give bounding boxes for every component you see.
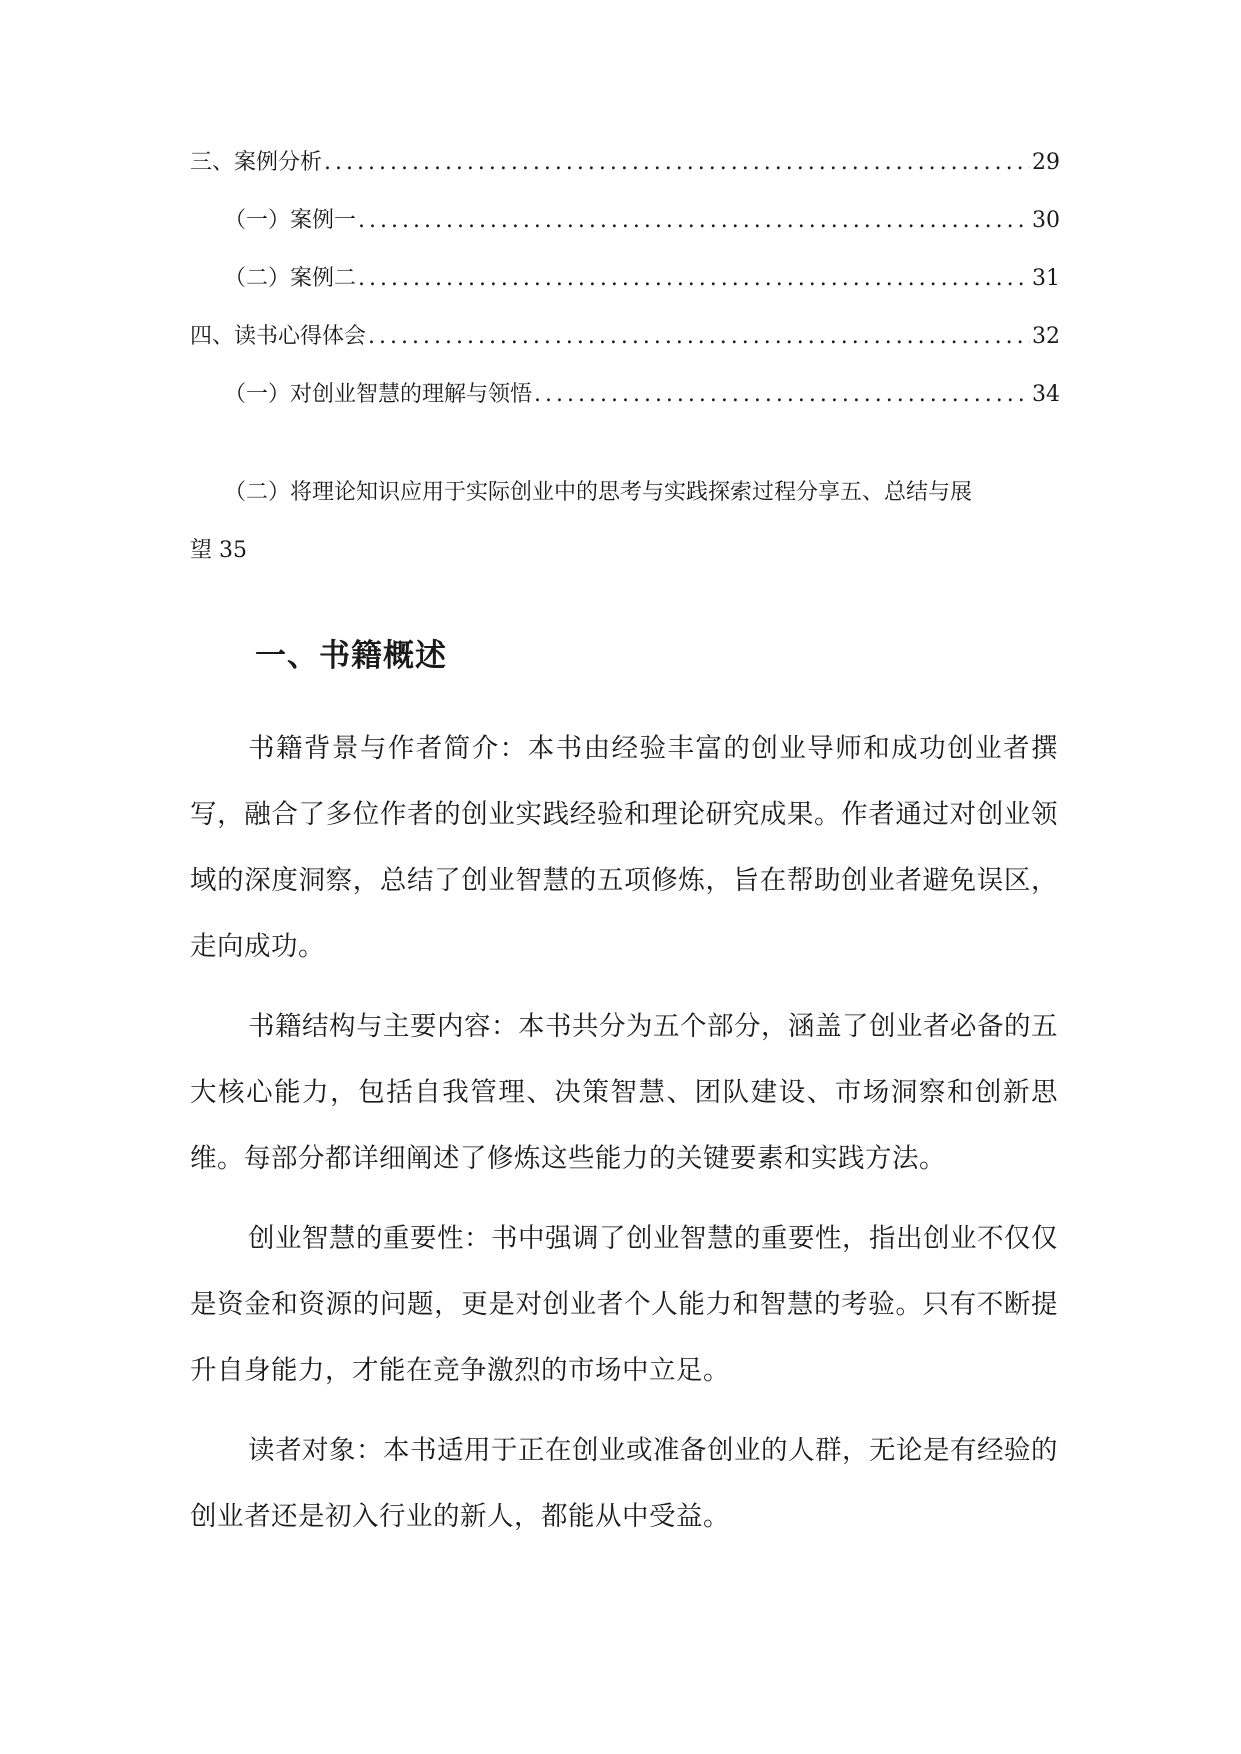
toc-entry-title: （一）对创业智慧的理解与领悟 [224, 382, 533, 407]
toc-leader-dots [534, 380, 1030, 410]
section-heading: 一、书籍概述 [255, 638, 447, 674]
paragraph: 书籍背景与作者简介：本书由经验丰富的创业导师和成功创业者撰写，融合了多位作者的创业实践经验和理论研究成果。作者通过对创业领域的深度洞察，总结了创业智慧的五项修炼，旨在帮助创业者避免误区，走向成功。 [190, 733, 1058, 962]
toc-entry-wrapped[interactable] [190, 478, 1060, 508]
toc-entry-title: （二）案例二 [224, 266, 357, 291]
toc-wrapped-line-1: （二）将理论知识应用于实际创业中的思考与实践探索过程分享五、总结与展 [224, 480, 973, 505]
toc-entry-title: 四、读书心得体会 [190, 324, 367, 349]
toc-entry-page: 31 [1032, 266, 1060, 291]
toc-wrapped-line-2: 望 35 [190, 538, 247, 563]
table-of-contents [190, 148, 1060, 410]
toc-entry-page: 34 [1032, 382, 1060, 407]
paragraph: 书籍结构与主要内容：本书共分为五个部分，涵盖了创业者必备的五大核心能力，包括自我管理、决策智慧、团队建设、市场洞察和创新思维。每部分都详细阐述了修炼这些能力的关键要素和实践方法。 [190, 1011, 1058, 1174]
toc-entry-title: （一）案例一 [224, 208, 357, 233]
toc-entry[interactable] [190, 148, 1060, 178]
toc-entry[interactable] [190, 322, 1060, 352]
toc-entry-page: 32 [1032, 324, 1060, 349]
toc-entry-wrapped-continuation [190, 536, 1060, 566]
toc-entry-page: 30 [1032, 208, 1060, 233]
toc-leader-dots [324, 148, 1030, 178]
paragraph: 创业智慧的重要性：书中强调了创业智慧的重要性，指出创业不仅仅是资金和资源的问题，更是对创业者个人能力和智慧的考验。只有不断提升自身能力，才能在竞争激烈的市场中立足。 [190, 1223, 1058, 1386]
section-body [190, 716, 1058, 1564]
toc-leader-dots [358, 264, 1030, 294]
toc-entry[interactable] [224, 380, 1060, 410]
toc-entry[interactable] [224, 264, 1060, 294]
toc-leader-dots [368, 322, 1030, 352]
toc-entry-title: 三、案例分析 [190, 150, 323, 175]
toc-leader-dots [358, 206, 1030, 236]
toc-entry-page: 29 [1032, 150, 1060, 175]
paragraph: 读者对象：本书适用于正在创业或准备创业的人群，无论是有经验的创业者还是初入行业的新人，都能从中受益。 [190, 1435, 1058, 1532]
toc-entry[interactable] [224, 206, 1060, 236]
